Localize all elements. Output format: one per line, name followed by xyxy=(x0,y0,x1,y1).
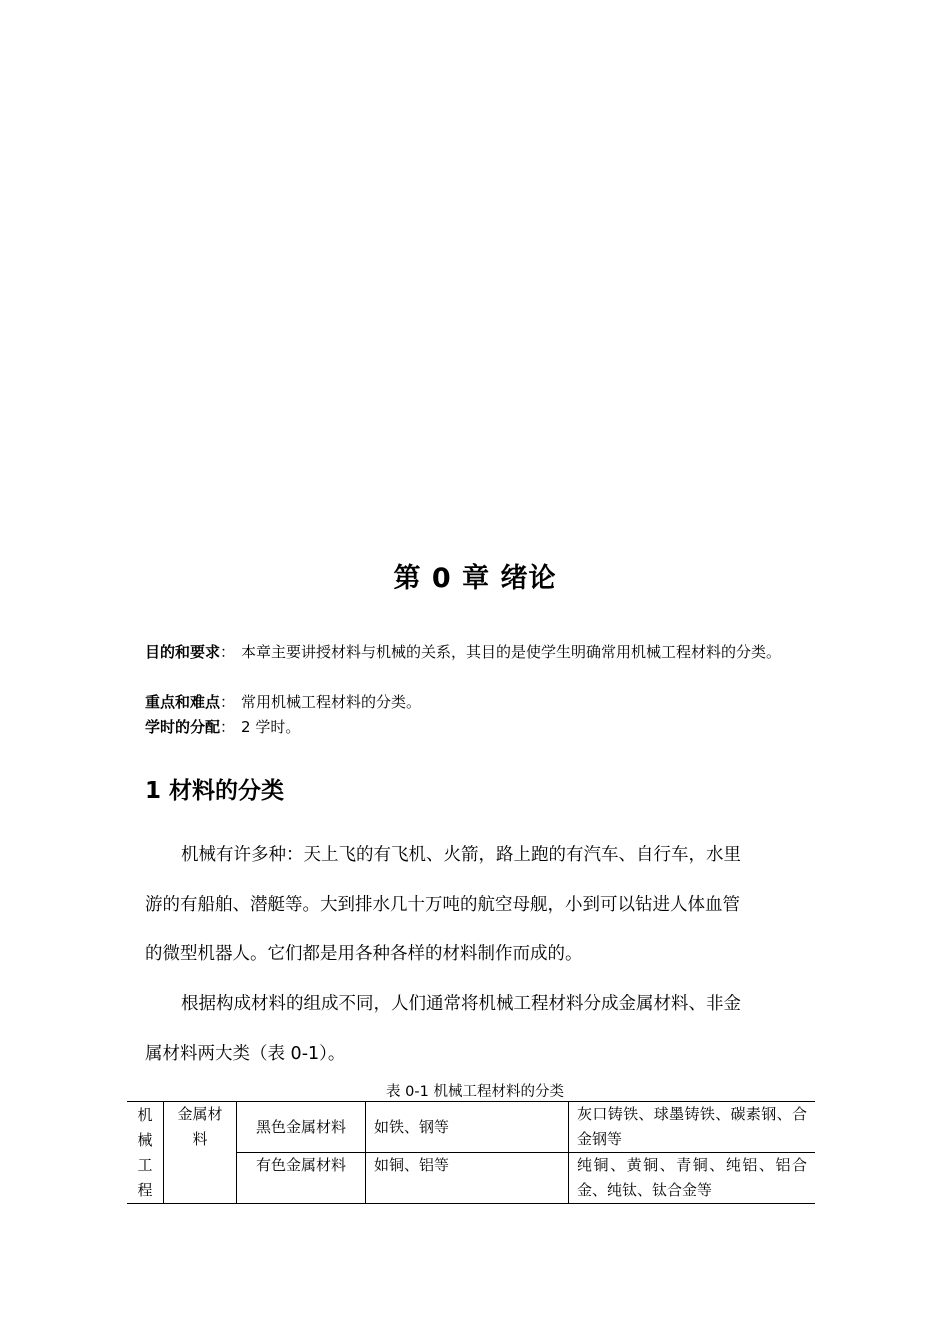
meta-purpose: 目的和要求 ： 本章主要讲授材料与机械的关系，其目的是使学生明确常用机械工程材料的分类。 xyxy=(145,640,815,665)
paragraph-line: 属材料两大类（表 0-1）。 xyxy=(145,1044,346,1064)
paragraph-line: 机械有许多种：天上飞的有飞机、火箭，路上跑的有汽车、自行车，水里 xyxy=(181,845,741,865)
table-type-cell: 黑色金属材料 xyxy=(237,1102,366,1153)
meta-focus: 重点和难点 ： 常用机械工程材料的分类。 xyxy=(145,690,815,715)
table-caption: 表 0-1 机械工程材料的分类 xyxy=(386,1084,564,1100)
section-title: 1 材料的分类 xyxy=(145,778,285,804)
materials-table xyxy=(127,1101,815,1204)
meta-label: 目的和要求 xyxy=(145,643,221,661)
paragraph-line: 的微型机器人。它们都是用各种各样的材料制作而成的。 xyxy=(145,944,583,964)
paragraph-line: 游的有船舶、潜艇等。大到排水几十万吨的航空母舰，小到可以钻进人体血管 xyxy=(145,895,740,915)
table-root-cell: 机械工程 xyxy=(127,1102,164,1204)
meta-value: 2 学时。 xyxy=(241,718,301,736)
table-group-cell: 金属材料 xyxy=(164,1102,237,1204)
meta-value: 本章主要讲授材料与机械的关系，其目的是使学生明确常用机械工程材料的分类。 xyxy=(241,643,782,661)
meta-label: 学时的分配 xyxy=(145,718,221,736)
table-detail-cell: 纯铜、黄铜、青铜、纯铝、铝合金、纯钛、钛合金等 xyxy=(577,1156,807,1199)
meta-label: 重点和难点 xyxy=(145,693,221,711)
meta-hours: 学时的分配 ： 2 学时。 xyxy=(145,715,815,740)
table-type-cell: 有色金属材料 xyxy=(237,1153,366,1204)
table-example-cell: 如铜、铝等 xyxy=(366,1153,569,1204)
table-detail-cell: 灰口铸铁、球墨铸铁、碳素钢、合金钢等 xyxy=(569,1102,816,1153)
table-row xyxy=(127,1102,815,1153)
table-example-cell: 如铁、钢等 xyxy=(366,1102,569,1153)
chapter-title: 第 0 章 绪论 xyxy=(393,563,557,594)
paragraph-line: 根据构成材料的组成不同，人们通常将机械工程材料分成金属材料、非金 xyxy=(181,994,741,1014)
meta-value: 常用机械工程材料的分类。 xyxy=(241,693,422,711)
